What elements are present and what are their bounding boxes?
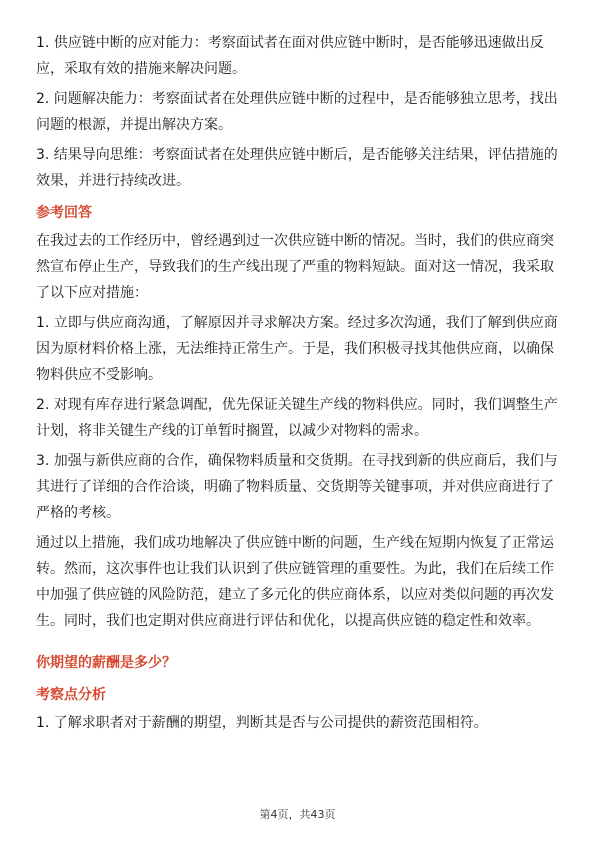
page-content (36, 30, 558, 740)
answer-conclusion: 通过以上措施，我们成功地解决了供应链中断的问题，生产线在短期内恢复了正常运转。然而，这次事件也让我们认识到了供应链管理的重要性。为此，我们在后续工作中加强了供应链的风险防范，建立了多元化的供应商体系，以应对类似问题的再次发生。同时，我们也定期对供应商进行评估和优化，以提高供应链的稳定性和效率。 (36, 535, 554, 629)
analysis-heading: 考察点分析 (36, 687, 106, 703)
answer-step-2: 2. 对现有库存进行紧急调配，优先保证关键生产线的物料供应。同时，我们调整生产计划，将非关键生产线的订单暂时搁置，以减少对物料的需求。 (36, 397, 558, 439)
question-heading: 你期望的薪酬是多少？ (36, 655, 176, 671)
answer-step-1: 1. 立即与供应商沟通，了解原因并寻求解决方案。经过多次沟通，我们了解到供应商因为原材料价格上涨，无法维持正常生产。于是，我们积极寻找其他供应商，以确保物料供应不受影响。 (36, 315, 558, 383)
intro-point-2: 2. 问题解决能力：考察面试者在处理供应链中断的过程中，是否能够独立思考，找出问题的根源，并提出解决方案。 (36, 91, 558, 133)
analysis-point-1: 1. 了解求职者对于薪酬的期望，判断其是否与公司提供的薪资范围相符。 (36, 715, 488, 731)
answer-paragraph-intro: 在我过去的工作经历中，曾经遇到过一次供应链中断的情况。当时，我们的供应商突然宣布停止生产，导致我们的生产线出现了严重的物料短缺。面对这一情况，我采取了以下应对措施： (36, 233, 554, 301)
intro-point-1: 1. 供应链中断的应对能力：考察面试者在面对供应链中断时，是否能够迅速做出反应，采取有效的措施来解决问题。 (36, 35, 544, 77)
answer-heading: 参考回答 (36, 205, 92, 221)
page-footer: 第4页，共43页 (259, 808, 336, 821)
answer-step-3: 3. 加强与新供应商的合作，确保物料质量和交货期。在寻找到新的供应商后，我们与其进行了详细的合作洽谈，明确了物料质量、交货期等关键事项，并对供应商进行了严格的考核。 (36, 453, 558, 521)
intro-point-3: 3. 结果导向思维：考察面试者在处理供应链中断后，是否能够关注结果，评估措施的效果，并进行持续改进。 (36, 147, 558, 189)
